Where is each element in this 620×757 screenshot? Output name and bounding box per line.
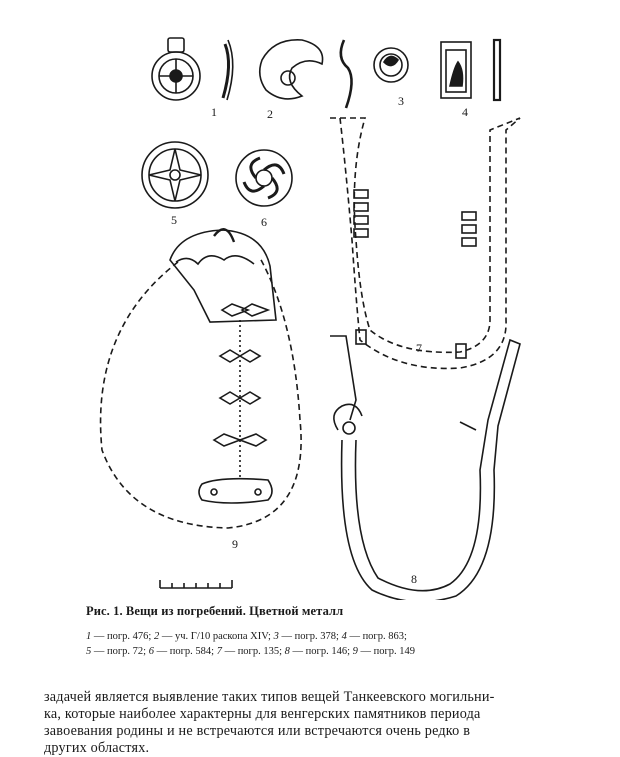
label-9: 9 xyxy=(232,537,238,551)
item-9-pouch xyxy=(101,229,302,528)
item-1-pendant xyxy=(152,38,233,100)
label-1: 1 xyxy=(211,105,217,119)
body-line: завоевания родины и не встречаются или встречаются очень редко в xyxy=(44,723,471,739)
item-6-swirl-plaque xyxy=(236,150,292,206)
caption-title: Рис. 1. Вещи из погребений. Цветной металл xyxy=(86,604,344,618)
body-line: задачей является выявление таких типов вещей Танкеевского могильни- xyxy=(44,689,495,705)
item-3-plaque xyxy=(374,48,408,82)
body-line: ка, которые наиболее характерны для венгерских памятников периода xyxy=(44,706,481,722)
label-3: 3 xyxy=(398,94,404,108)
body-paragraph xyxy=(44,689,604,757)
figure-caption xyxy=(86,604,526,659)
scale-bar xyxy=(160,580,232,588)
label-5: 5 xyxy=(171,213,177,227)
item-5-wheel xyxy=(142,142,208,208)
label-7: 7 xyxy=(416,341,422,355)
caption-line: 5 — погр. 72; 6 — погр. 584; 7 — погр. 135; 8 — погр. 146; 9 — погр. 149 xyxy=(86,646,416,657)
label-8: 8 xyxy=(411,572,417,586)
body-line: других областях. xyxy=(44,740,150,756)
item-7-belt xyxy=(330,118,520,368)
item-4-rect-plaque xyxy=(441,40,500,100)
label-4: 4 xyxy=(462,105,468,119)
item-2-plate xyxy=(260,40,352,108)
label-2: 2 xyxy=(267,107,273,121)
label-6: 6 xyxy=(261,215,267,229)
item-8-strap xyxy=(330,336,520,600)
caption-line: 1 — погр. 476; 2 — уч. Г/10 раскопа XIV; 3 — погр. 378; 4 — погр. 863; xyxy=(86,631,407,642)
